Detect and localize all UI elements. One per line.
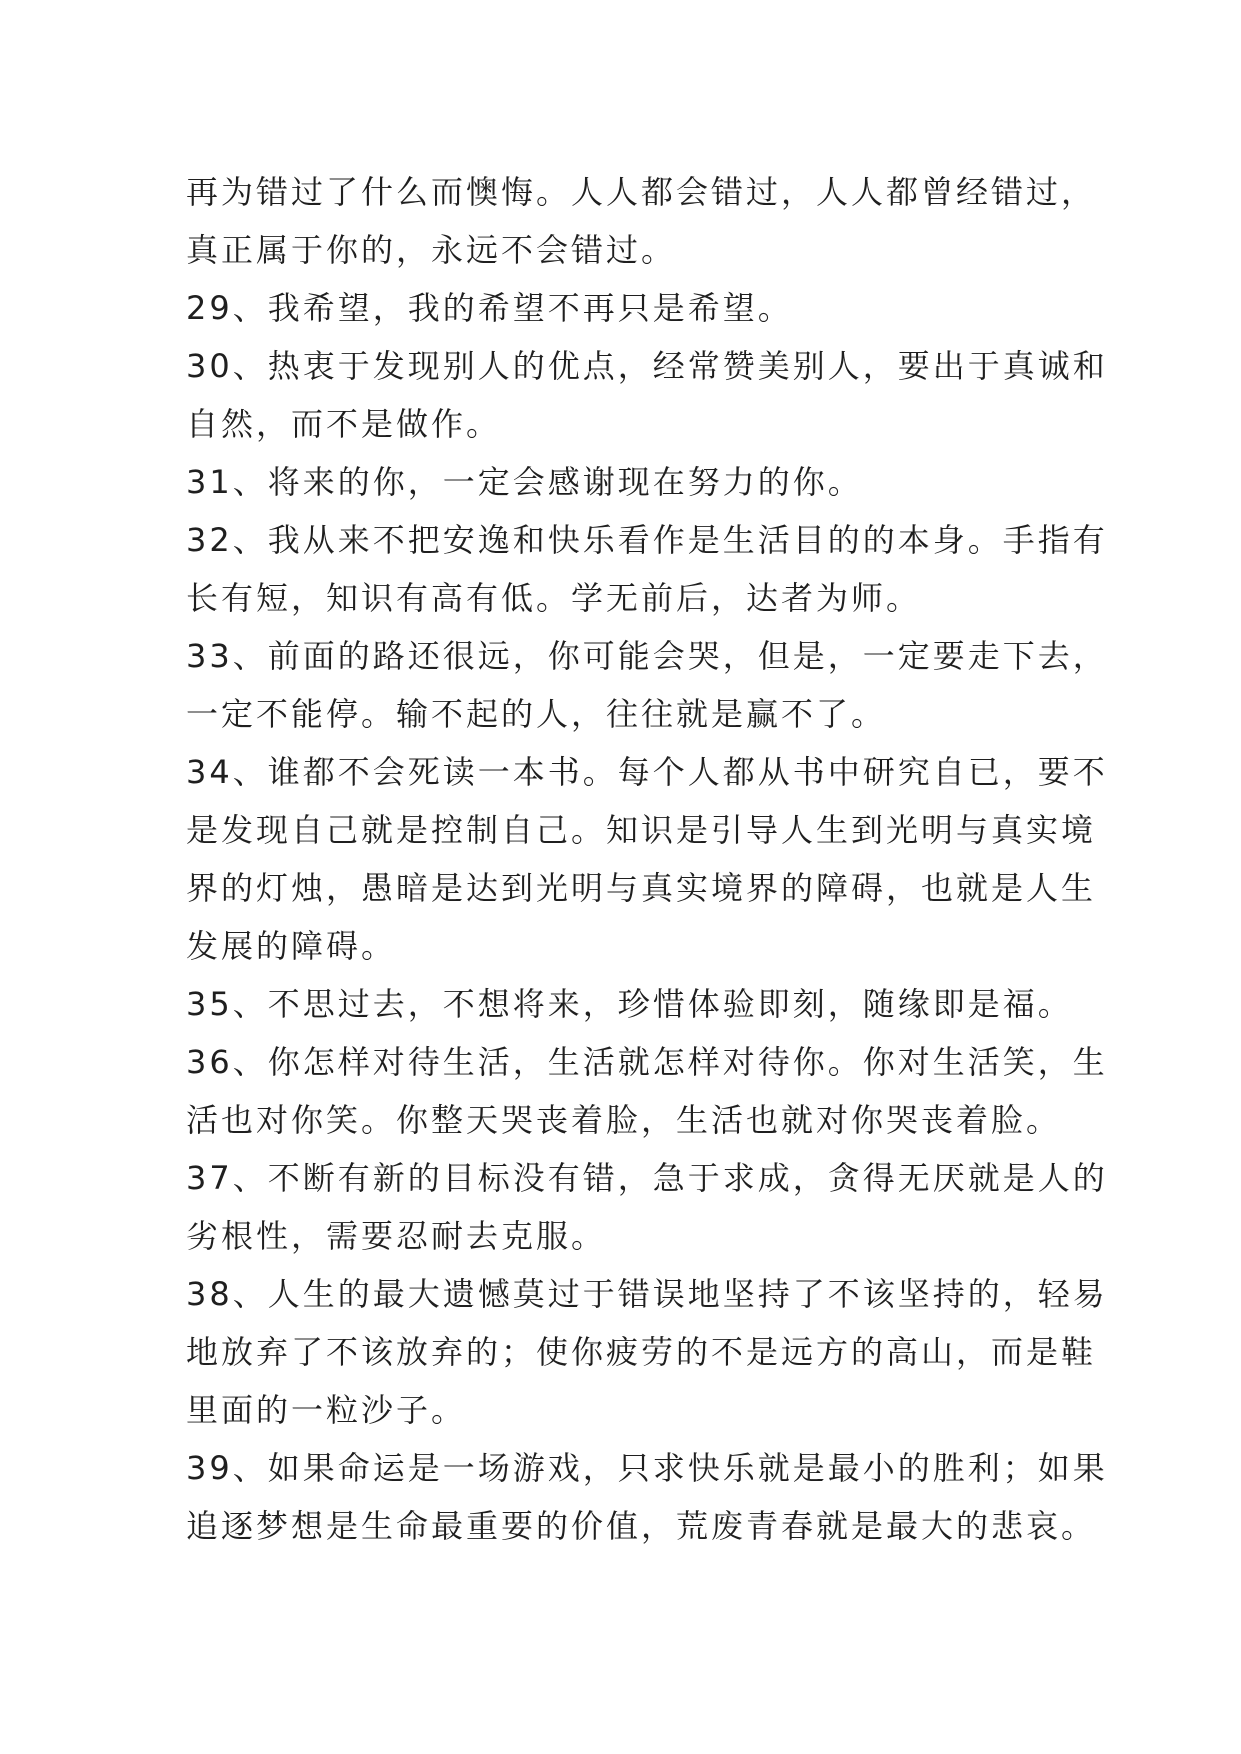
text-line: 自然，而不是做作。 — [186, 405, 502, 443]
text-line: 32、我从来不把安逸和快乐看作是生活目的的本身。手指有 — [186, 521, 1108, 559]
text-line: 追逐梦想是生命最重要的价值，荒废青春就是最大的悲哀。 — [186, 1507, 1097, 1545]
text-line: 地放弃了不该放弃的；使你疲劳的不是远方的高山，而是鞋 — [186, 1333, 1097, 1371]
text-line: 38、人生的最大遗憾莫过于错误地坚持了不该坚持的，轻易 — [186, 1275, 1108, 1313]
text-line: 里面的一粒沙子。 — [186, 1391, 467, 1429]
text-line: 真正属于你的，永远不会错过。 — [186, 231, 677, 269]
text-line: 39、如果命运是一场游戏，只求快乐就是最小的胜利；如果 — [186, 1449, 1108, 1487]
text-line: 一定不能停。输不起的人，往往就是赢不了。 — [186, 695, 887, 733]
text-line: 37、不断有新的目标没有错，急于求成，贪得无厌就是人的 — [186, 1159, 1108, 1197]
text-line: 30、热衷于发现别人的优点，经常赞美别人，要出于真诚和 — [186, 347, 1108, 385]
text-line: 33、前面的路还很远，你可能会哭，但是，一定要走下去， — [186, 637, 1108, 675]
text-line: 活也对你笑。你整天哭丧着脸，生活也就对你哭丧着脸。 — [186, 1101, 1062, 1139]
text-line: 31、将来的你，一定会感谢现在努力的你。 — [186, 463, 863, 501]
text-line: 发展的障碍。 — [186, 927, 397, 965]
text-line: 劣根性，需要忍耐去克服。 — [186, 1217, 607, 1255]
text-line: 36、你怎样对待生活，生活就怎样对待你。你对生活笑，生 — [186, 1043, 1108, 1081]
text-line: 再为错过了什么而懊悔。人人都会错过，人人都曾经错过， — [186, 173, 1097, 211]
text-line: 34、谁都不会死读一本书。每个人都从书中研究自已，要不 — [186, 753, 1108, 791]
text-line: 35、不思过去，不想将来，珍惜体验即刻，随缘即是福。 — [186, 985, 1073, 1023]
text-line: 是发现自己就是控制自己。知识是引导人生到光明与真实境 — [186, 811, 1097, 849]
document-body — [186, 163, 1108, 1555]
text-line: 长有短，知识有高有低。学无前后，达者为师。 — [186, 579, 922, 617]
text-line: 29、我希望，我的希望不再只是希望。 — [186, 289, 793, 327]
text-line: 界的灯烛，愚暗是达到光明与真实境界的障碍，也就是人生 — [186, 869, 1097, 907]
